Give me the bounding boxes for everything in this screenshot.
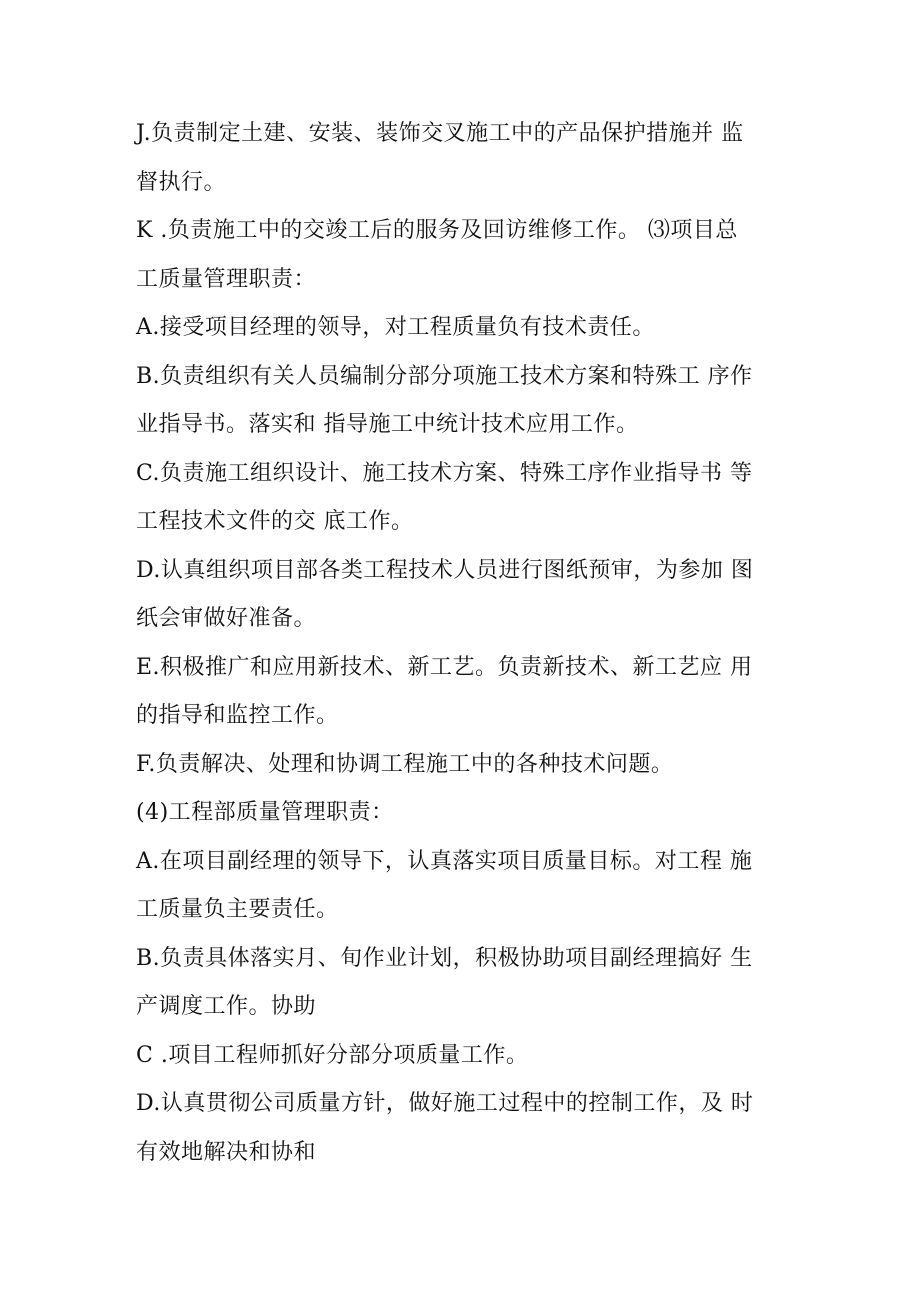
text-line: C .项目工程师抓好分部分项质量工作。	[136, 1042, 529, 1068]
text-line: A.接受项目经理的领导，对工程质量负有技术责任。	[136, 315, 655, 340]
text-line: 工质量负主要责任。	[136, 897, 339, 922]
text-line: 产调度工作。协助	[136, 994, 317, 1019]
text-line: 督执行。	[136, 169, 227, 195]
text-line: D.认真组织项目部各类工程技术人员进行图纸预审，为参加 图	[136, 557, 754, 583]
text-line: (4)工程部质量管理职责：	[136, 800, 394, 825]
text-line: C.负责施工组织设计、施工技术方案、特殊工序作业指导书 等	[136, 460, 753, 486]
text-line: 纸会审做好准备。	[136, 606, 317, 631]
text-line: 的指导和监控工作。	[136, 703, 339, 728]
text-line: D.认真贯彻公司质量方针，做好施工过程中的控制工作，及 时	[136, 1091, 754, 1116]
text-line: 工质量管理职责：	[136, 266, 317, 292]
text-line: A.在项目副经理的领导下，认真落实项目质量目标。对工程 施	[136, 848, 753, 874]
text-line: B.负责组织有关人员编制分部分项施工技术方案和特殊工 序作	[136, 363, 753, 389]
text-line: 工程技术文件的交 底工作。	[136, 509, 414, 534]
document-body	[136, 110, 786, 1177]
text-line: J.负责制定土建、安装、装饰交叉施工中的产品保护措施并 监	[136, 121, 744, 146]
text-line: E.积极推广和应用新技术、新工艺。负责新技术、新工艺应 用	[136, 654, 753, 680]
text-line: B.负责具体落实月、旬作业计划，积极协助项目副经理搞好 生	[136, 945, 753, 971]
text-line: K .负责施工中的交竣工后的服务及回访维修工作。 ⑶项目总	[136, 218, 738, 243]
text-line: 业指导书。落实和 指导施工中统计技术应用工作。	[136, 412, 639, 437]
text-line: 有效地解决和协和	[136, 1139, 317, 1165]
text-line: F.负责解决、处理和协调工程施工中的各种技术问题。	[136, 751, 674, 777]
